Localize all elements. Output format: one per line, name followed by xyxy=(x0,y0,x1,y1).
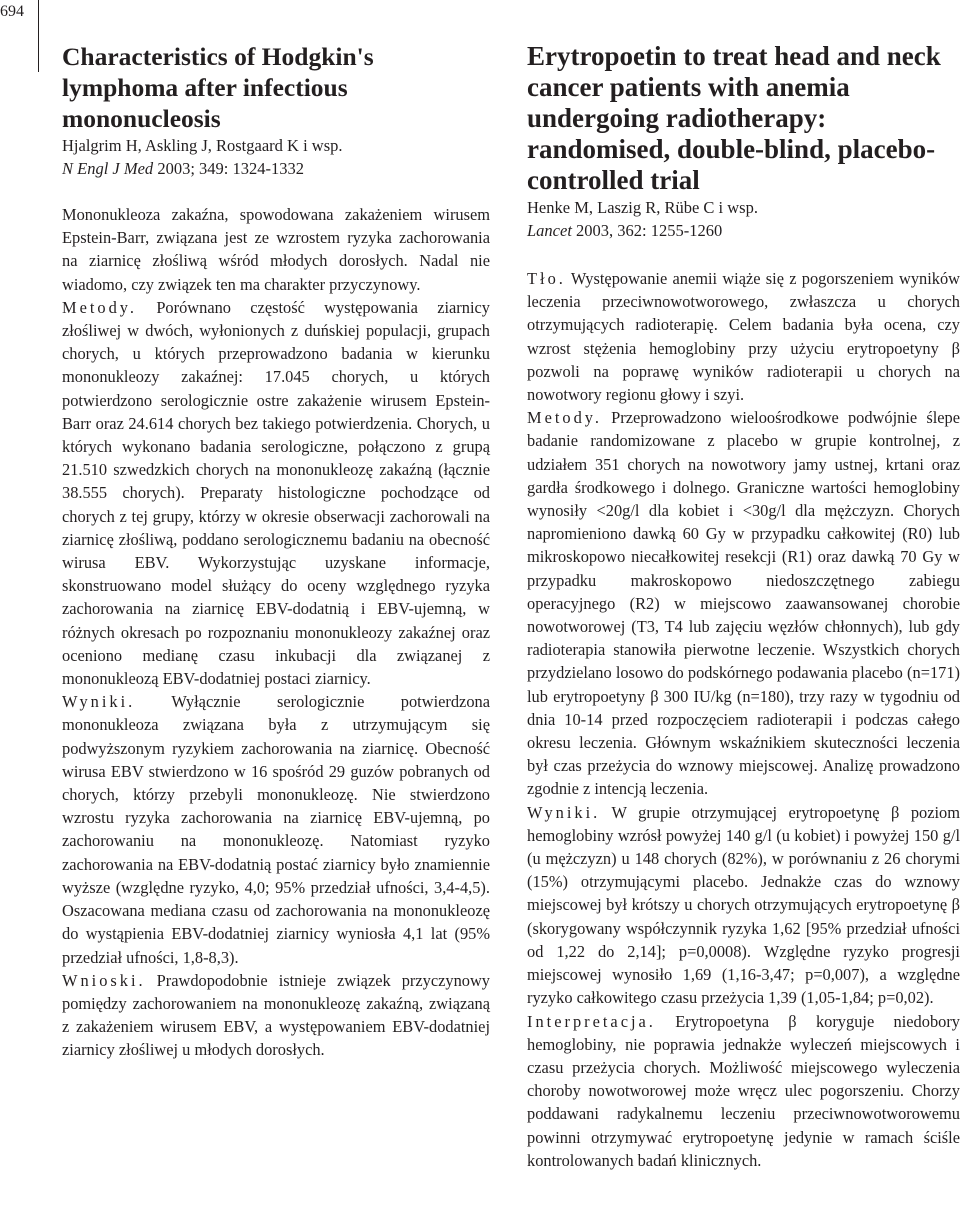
left-conclusions-paragraph xyxy=(62,969,490,1062)
left-article-citation xyxy=(62,157,490,180)
right-article-title: Erytropoetin to treat head and neck cancer patients with anemia undergoing radiotherapy: randomised, double-blind, placebo-controlled trial xyxy=(527,41,941,195)
left-conclusions-text: Prawdopodobnie istnieje związek przyczynowy pomiędzy zachorowaniem na mononukleozę zakaźną, związaną z zakażeniem wirusem EBV, a występowaniem EBV-dodatniej ziarnicy złośliwej u młodych dorosłych. xyxy=(62,970,490,1060)
left-results-paragraph xyxy=(62,690,490,968)
right-background-label: Tło. xyxy=(527,269,566,288)
left-article-title: Characteristics of Hodgkin's lymphoma after infectious mononucleosis xyxy=(62,42,374,133)
left-conclusions-label: Wnioski. xyxy=(62,970,146,990)
left-journal-ref: 2003; 349: 1324-1332 xyxy=(153,159,304,178)
right-results-paragraph xyxy=(527,801,960,1010)
right-methods-label: Metody. xyxy=(527,408,603,428)
left-results-label: Wyniki. xyxy=(62,692,136,712)
left-journal-name: N Engl J Med xyxy=(62,159,154,178)
left-results-text: Wyłącznie serologicznie potwierdzona mononukleoza związana była z utrzymującym się podwyższonym ryzykiem zachorowania na ziarnicę. Obecność wirusa EBV stwierdzono w 16 spośród 29 guzów pobranych od chorych, którzy przebyli mononukleozę. Nie stwierdzono wzrostu ryzyka zachorowania na ziarnicę EBV-ujemną, po zachorowaniu na mononukleozę. Natomiast ryzyko zachorowania na EBV-dodatnią postać ziarnicy było znamiennie wyższe (względne ryzyko, 4,0; 95% przedział ufności, 3,4-4,5). Oszacowana mediana czasu od zachorowania na mononukleozę do wystąpienia EBV-dodatniej ziarnicy wyniosła 4,1 lat (95% przedział ufności, 1,8-8,3). xyxy=(62,692,490,967)
right-interpretation-text: Erytropoetyna β koryguje niedobory hemoglobiny, nie poprawia jednakże wyleczeń miejscowych i czasu przeżycia chorych. Możliwość miejscowego wyleczenia choroby nowotworowej może wręcz ulec pogorszeniu. Chorzy poddawani radykalnemu leczeniu przeciwnowotworowemu powinni otrzymywać erytropoetynę jedynie w ramach ściśle kontrolowanych badań klinicznych. xyxy=(527,1011,960,1170)
left-article xyxy=(62,0,490,1062)
page-number: 694 xyxy=(0,3,24,20)
right-background-text: Występowanie anemii wiąże się z pogorszeniem wyników leczenia przeciwnowotworowego, zwłaszcza u chorych otrzymujących radioterapię. Celem badania była ocena, czy wzrost stężenia hemoglobiny przy użyciu erytropoetyny β pozwoli na poprawę wyników radioterapii u chorych na nowotwory regionu głowy i szyi. xyxy=(527,269,960,405)
right-methods-text: Przeprowadzono wieloośrodkowe podwójnie ślepe badanie randomizowane z placebo w grupie kontrolnej, z udziałem 351 chorych na nowotwory jamy ustnej, krtani oraz gardła środkowego i dolnego. Graniczne wartości hemoglobiny wynosiły <20g/l dla kobiet i <30g/l dla mężczyzn. Chorych napromieniono dawką 60 Gy w przypadku całkowitej (R0) lub mikroskopowo niecałkowitej resekcji (R1) oraz dawką 70 Gy w przypadku makroskopowo niedoszczętnego zabiegu operacyjnego (R2) w miejscowo zaawansowanej chorobie nowotworowej (T3, T4 lub zajęciu węzłów chłonnych), lub gdy radioterapia stanowiła pierwotne leczenie. Wszystkich chorych przydzielano losowo do podskórnego podawania placebo (n=171) lub erytropoetyny β 300 IU/kg (n=180), trzy razy w tygodniu od dnia 10-14 przed rozpoczęciem radioterapii i podczas całego okresu leczenia. Głównym wskaźnikiem skuteczności leczenia był czas przeżycia do wznowy miejscowej. Analizę prowadzono zgodnie z intencją leczenia. xyxy=(527,408,960,799)
right-results-label: Wyniki. xyxy=(527,802,601,822)
header-divider-line xyxy=(38,0,39,72)
left-methods-text: Porównano częstość występowania ziarnicy złośliwej w dwóch, wyłonionych z duńskiej populacji, grupach chorych, u których przeprowadzono badania w kierunku mononukleozy zakaźnej: 17.045 chorych, u których potwierdzono serologicznie ostre zakażenie wirusem Epstein-Barr oraz 24.614 chorych bez takiego potwierdzenia. Chorych, u których wykonano badania serologiczne, połączono z grupą 21.510 szwedzkich chorych na mononukleozę zakaźną (łącznie 38.555 chorych). Preparaty histologiczne pochodzące od chorych z tej grupy, którzy w okresie obserwacji zachorowali na ziarnicę złośliwą, poddano serologicznemu badaniu na obecność wirusa EBV. Wykorzystując uzyskane informacje, skonstruowano model służący do oceny względnego ryzyka zachorowania na ziarnicę EBV-dodatnią i EBV-ujemną, w różnych okresach po rozpoznaniu mononukleozy zakaźnej oraz oceniono medianę czasu inkubacji dla związanej z mononukleozą EBV-dodatniej postaci ziarnicy. xyxy=(62,297,490,689)
right-background-paragraph xyxy=(527,267,960,406)
right-interpretation-label: Interpretacja. xyxy=(527,1011,656,1031)
right-article-citation xyxy=(527,219,960,242)
right-article-authors: Henke M, Laszig R, Rübe C i wsp. xyxy=(527,198,758,217)
right-interpretation-paragraph xyxy=(527,1010,960,1172)
right-article xyxy=(527,0,960,1172)
left-methods-paragraph xyxy=(62,296,490,690)
left-article-authors: Hjalgrim H, Askling J, Rostgaard K i wsp. xyxy=(62,136,343,155)
right-journal-name: Lancet xyxy=(527,221,572,240)
left-article-body xyxy=(62,203,490,1062)
right-article-body xyxy=(527,267,960,1172)
right-methods-paragraph xyxy=(527,406,960,800)
right-results-text: W grupie otrzymującej erytropoetynę β poziom hemoglobiny wzrósł powyżej 140 g/l (u kobiet) i powyżej 150 g/l (u mężczyzn) u 148 chorych (82%), w porównaniu z 26 chorymi (15%) otrzymującymi placebo. Jednakże czas do wznowy miejscowej był krótszy u chorych otrzymujących erytropoetynę β (skorygowany współczynnik ryzyka 1,62 [95% przedział ufności od 1,22 do 2,14]; p=0,0008). Względne ryzyko progresji miejscowej wynosiło 1,69 (1,16-3,47; p=0,007), a względne ryzyko całkowitego czasu przeżycia 1,39 (1,05-1,84; p=0,02). xyxy=(527,802,960,1008)
left-intro-paragraph: Mononukleoza zakaźna, spowodowana zakażeniem wirusem Epstein-Barr, związana jest ze wzrostem ryzyka zachorowania na ziarnicę złośliwą wśród młodych dorosłych. Nadal nie wiadomo, czy związek ten ma charakter przyczynowy. xyxy=(62,205,490,294)
left-methods-label: Metody. xyxy=(62,297,138,317)
right-journal-ref: 2003, 362: 1255-1260 xyxy=(571,221,723,240)
